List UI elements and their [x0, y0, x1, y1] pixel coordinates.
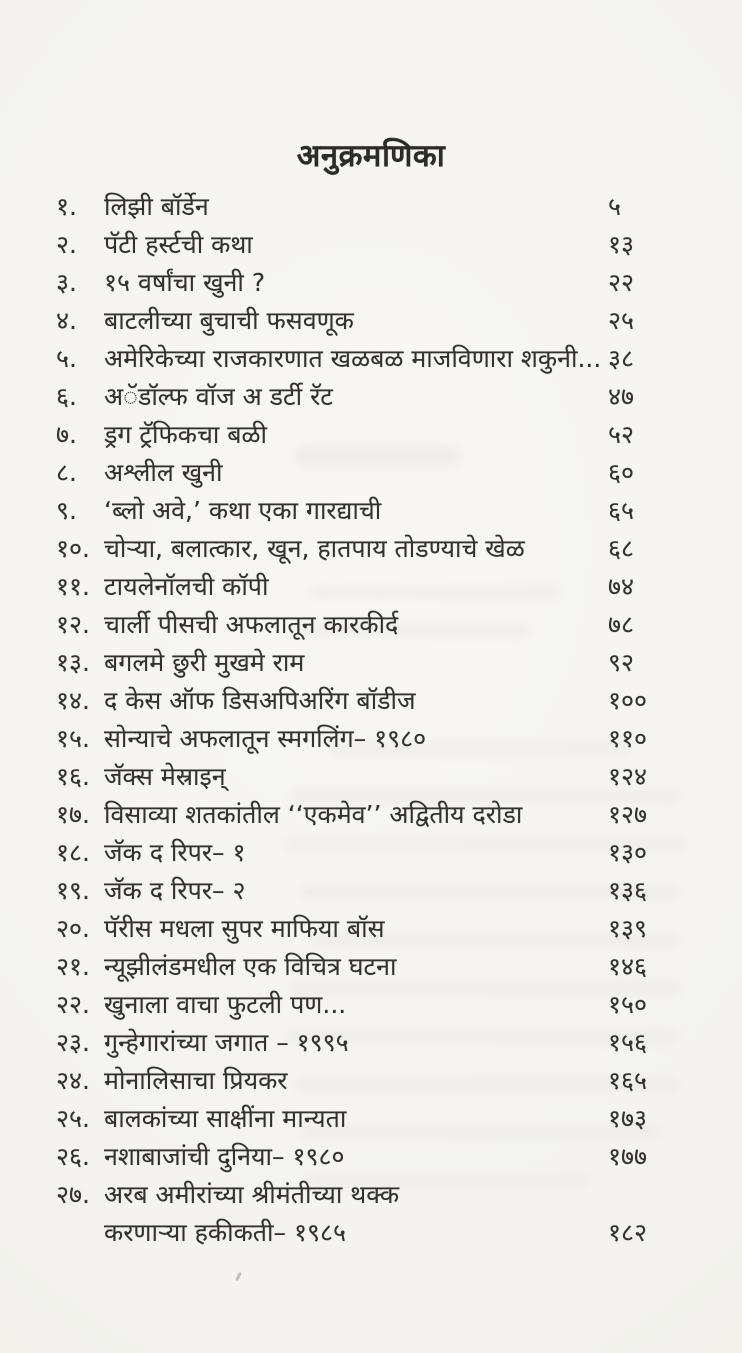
toc-entry-page: १३ [608, 230, 635, 259]
toc-entry-title: लिझी बॉर्डेन [104, 192, 209, 221]
toc-entry-number: ३. [56, 268, 77, 297]
toc-entry-title: जॅक द रिपर– २ [104, 876, 246, 905]
toc-row [56, 988, 692, 1026]
toc-entry-number: १०. [56, 534, 90, 563]
toc-entry-page: ७४ [608, 572, 635, 601]
toc-entry-number: २२. [56, 990, 90, 1019]
toc-entry-title: नशाबाजांची दुनिया– १९८० [104, 1142, 345, 1171]
toc-entry-title: बालकांच्या साक्षींना मान्यता [104, 1104, 347, 1133]
toc-row [56, 228, 692, 266]
toc-row [56, 1178, 692, 1216]
toc-entry-page: १२४ [608, 762, 648, 791]
toc-entry-title: करणाऱ्या हकीकती– १९८५ [104, 1218, 346, 1247]
toc-entry-page: १५० [608, 990, 648, 1019]
toc-entry-title: गुन्हेगारांच्या जगात – १९९५ [104, 1028, 349, 1057]
toc-entry-number: १९. [56, 876, 90, 905]
toc-row [56, 1026, 692, 1064]
toc-row [56, 304, 692, 342]
toc-entry-title: चोऱ्या, बलात्कार, खून, हातपाय तोडण्याचे खेळ [104, 534, 525, 563]
table-of-contents [56, 190, 692, 1254]
toc-entry-title: द केस ऑफ डिसअपिअरिंग बॉडीज [104, 686, 416, 715]
toc-entry-number: १३. [56, 648, 90, 677]
toc-entry-number: १. [56, 192, 77, 221]
toc-row [56, 1102, 692, 1140]
toc-entry-number: ९. [56, 496, 77, 525]
toc-entry-page: ५ [608, 192, 622, 221]
toc-entry-title: बाटलीच्या बुचाची फसवणूक [104, 306, 354, 335]
scan-speck [235, 1272, 242, 1281]
toc-entry-page: ३८ [608, 344, 635, 373]
toc-entry-number: २७. [56, 1180, 90, 1209]
toc-entry-number: २१. [56, 952, 90, 981]
toc-entry-title: बगलमे छुरी मुखमे राम [104, 648, 305, 677]
toc-entry-title: अरब अमीरांच्या श्रीमंतीच्या थक्क [104, 1180, 400, 1209]
toc-entry-title: मोनालिसाचा प्रियकर [104, 1066, 288, 1095]
toc-entry-page: ५२ [608, 420, 635, 449]
toc-row [56, 418, 692, 456]
toc-entry-page: ११० [608, 724, 648, 753]
toc-entry-title: अश्लील खुनी [104, 458, 223, 487]
toc-row [56, 380, 692, 418]
toc-row [56, 646, 692, 684]
toc-entry-page: १३० [608, 838, 648, 867]
toc-row [56, 836, 692, 874]
toc-entry-page: १७७ [608, 1142, 648, 1171]
toc-row [56, 684, 692, 722]
toc-row [56, 608, 692, 646]
toc-entry-page: १७३ [608, 1104, 648, 1133]
toc-entry-number: १७. [56, 800, 90, 829]
toc-entry-page: ४७ [608, 382, 635, 411]
toc-row [56, 798, 692, 836]
toc-entry-title: पॅटी हर्स्टची कथा [104, 230, 253, 259]
toc-row [56, 1064, 692, 1102]
toc-entry-number: २६. [56, 1142, 90, 1171]
toc-entry-number: ११. [56, 572, 90, 601]
toc-entry-number: १२. [56, 610, 90, 639]
toc-entry-number: २४. [56, 1066, 90, 1095]
toc-entry-page: ६० [608, 458, 635, 487]
toc-entry-page: ६८ [608, 534, 635, 563]
toc-entry-page: १०० [608, 686, 648, 715]
toc-entry-page: १६५ [608, 1066, 648, 1095]
toc-row [56, 190, 692, 228]
toc-entry-number: १४. [56, 686, 90, 715]
toc-entry-page: २२ [608, 268, 635, 297]
toc-entry-number: २०. [56, 914, 90, 943]
toc-row [56, 874, 692, 912]
toc-entry-page: १४६ [608, 952, 648, 981]
toc-entry-number: २५. [56, 1104, 90, 1133]
toc-entry-title: सोन्याचे अफलातून स्मगलिंग– १९८० [104, 724, 427, 753]
toc-entry-title: जॅक द रिपर– १ [104, 838, 246, 867]
toc-entry-title: पॅरीस मधला सुपर माफिया बॉस [104, 914, 385, 943]
toc-row [56, 266, 692, 304]
toc-row [56, 532, 692, 570]
toc-entry-title: अमेरिकेच्या राजकारणात खळबळ माजविणारा शकुनी... [104, 344, 602, 373]
toc-row [56, 722, 692, 760]
page-title: अनुक्रमणिका [296, 138, 446, 174]
toc-entry-page: १२७ [608, 800, 648, 829]
toc-row [56, 912, 692, 950]
toc-entry-title: न्यूझीलंडमधील एक विचित्र घटना [104, 952, 397, 981]
toc-row [56, 760, 692, 798]
toc-entry-number: १५. [56, 724, 90, 753]
toc-entry-number: ६. [56, 382, 77, 411]
toc-entry-title: जॅक्स मेस्राइन् [104, 762, 226, 791]
toc-entry-page: ९२ [608, 648, 635, 677]
toc-row [56, 570, 692, 608]
toc-entry-number: १६. [56, 762, 90, 791]
toc-entry-title: ड्रग ट्रॅफिकचा बळी [104, 420, 267, 449]
toc-entry-title: १५ वर्षांचा खुनी ? [104, 268, 266, 297]
toc-entry-page: ६५ [608, 496, 635, 525]
toc-entry-number: ५. [56, 344, 77, 373]
toc-entry-title: ‘ब्लो अवे,’ कथा एका गारद्याची [104, 496, 382, 525]
toc-entry-page: १३९ [608, 914, 648, 943]
toc-entry-number: ७. [56, 420, 77, 449]
toc-entry-page: २५ [608, 306, 635, 335]
toc-row [56, 342, 692, 380]
toc-entry-number: २३. [56, 1028, 90, 1057]
toc-entry-title: चार्ली पीसची अफलातून कारकीर्द [104, 610, 399, 639]
toc-entry-title: टायलेनॉलची कॉपी [104, 572, 269, 601]
toc-entry-number: ८. [56, 458, 77, 487]
toc-entry-title: अॅडॉल्फ वॉज अ डर्टी रॅट [104, 382, 333, 411]
toc-row [56, 494, 692, 532]
toc-row [56, 1216, 692, 1254]
toc-row [56, 456, 692, 494]
toc-row [56, 1140, 692, 1178]
toc-entry-number: ४. [56, 306, 77, 335]
toc-row [56, 950, 692, 988]
toc-entry-title: विसाव्या शतकांतील ‘‘एकमेव’’ अद्वितीय दरोडा [104, 800, 523, 829]
toc-entry-number: २. [56, 230, 77, 259]
toc-entry-number: १८. [56, 838, 90, 867]
toc-entry-page: ७८ [608, 610, 635, 639]
toc-entry-page: १३६ [608, 876, 648, 905]
toc-entry-page: १८२ [608, 1218, 648, 1247]
toc-entry-page: १५६ [608, 1028, 648, 1057]
toc-entry-title: खुनाला वाचा फुटली पण... [104, 990, 347, 1019]
